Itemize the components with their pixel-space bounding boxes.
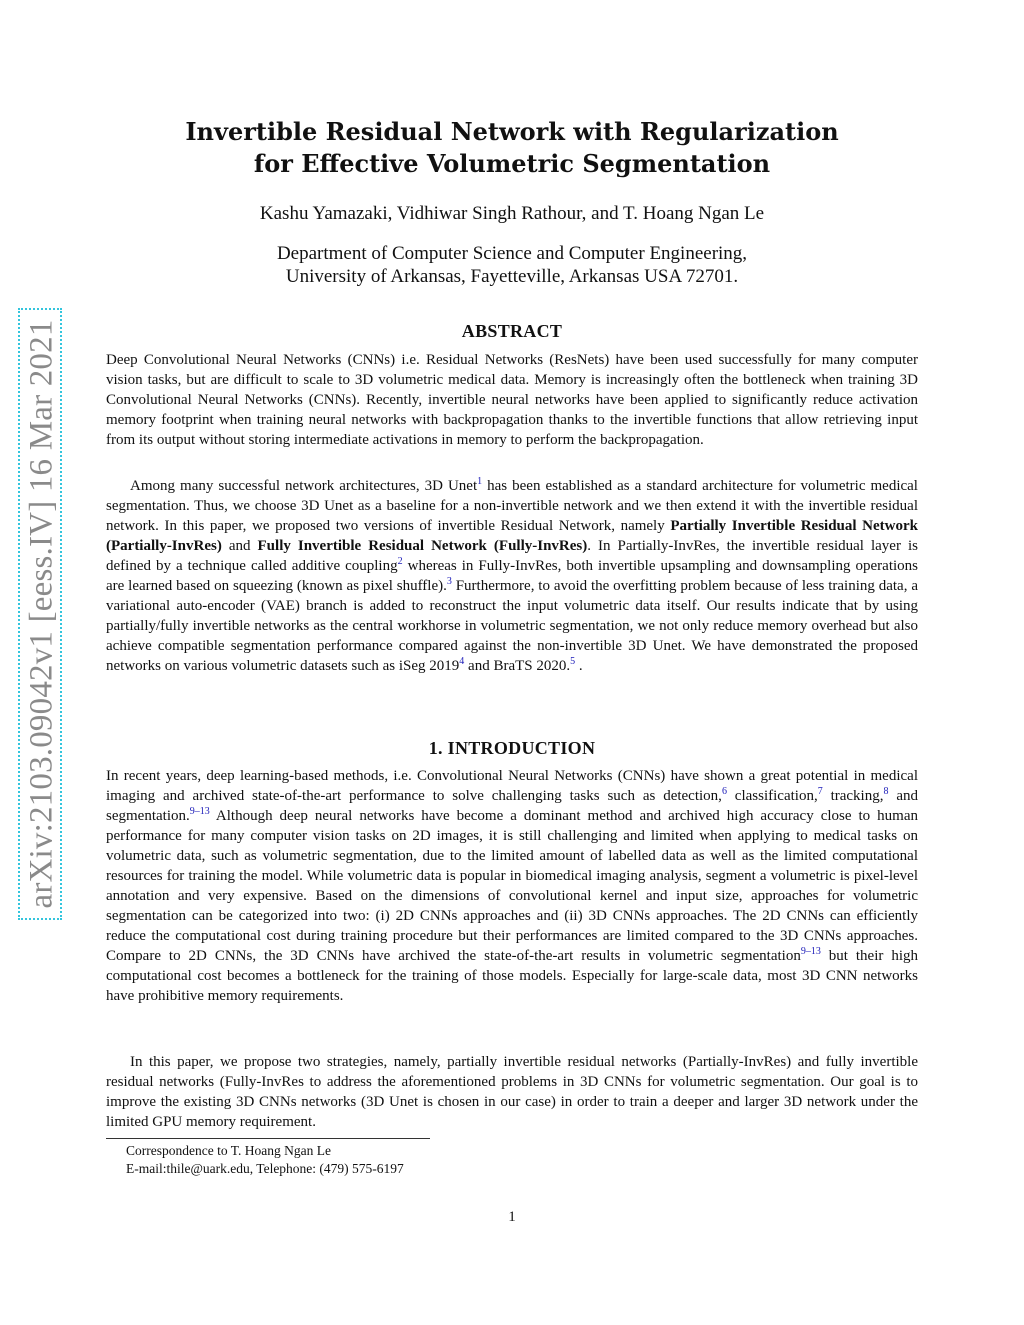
paper-title-line-2: for Effective Volumetric Segmentation <box>253 149 771 178</box>
abstract-paragraph-2: Among many successful network architectures, 3D Unet$^1$ has been established as a standard architecture for volumetric medical segmentation. Thus, we choose 3D Unet as a baseline for a non-invertible network and we then extend it with the invertible residual network. In this paper, we proposed two versions of invertible Residual Network, namely Partially Invertible Residual Network (Partially-InvRes) and Fully Invertible Residual Network (Fully-InvRes). In Partially-InvRes, the invertible residual layer is defined by a technique called additive coupling$^2$ whereas in Fully-InvRes, both invertible upsampling and downsampling operations are learned based on squeezing (known as pixel shuffle).$^3$ Furthermore, to avoid the overfitting problem because of less training data, a variational auto-encoder (VAE) branch is added to reconstruct the input volumetric data itself. Our results indicate that by using partially/fully invertible networks as the central workhorse in volumetric segmentation, we not only reduce memory overhead but also achieve compatible segmentation performance compared against the non-invertible 3D Unet. We have demonstrated the proposed networks on various volumetric datasets such as iSeg 2019$^4$ and BraTS 2020.$^5$ . <box>106 476 919 674</box>
citation-link[interactable]: 9–13 <box>800 946 821 957</box>
citation-link[interactable]: 5 <box>570 656 576 667</box>
citation-link[interactable]: 1 <box>477 476 483 487</box>
footnote-contact: E-mail:thile@uark.edu, Telephone: (479) 575-6197 <box>126 1161 404 1176</box>
abstract-paragraph-1: Deep Convolutional Neural Networks (CNNs) i.e. Residual Networks (ResNets) have been used successfully for many computer vision tasks, but are difficult to scale to 3D volumetric medical data. Memory is increasingly often the bottleneck when training 3D Convolutional Neural Networks (CNNs). Recently, invertible neural networks have been applied to significantly reduce activation memory footprint when training neural networks with backpropagation thanks to the invertible functions that allow retrieving input from its output without storing intermediate activations in memory to perform the backpropagation. <box>106 352 918 448</box>
citation-link[interactable]: 3 <box>446 576 452 587</box>
introduction-paragraph-1: In recent years, deep learning-based methods, i.e. Convolutional Neural Networks (CNNs) have shown a great potential in medical imaging and archived state-of-the-art performance to solve challenging tasks such as detection,$^6$ classification,$^7$ tracking,$^8$ and segmentation.$^{9-13}$ Although deep neural networks have become a dominant method and archived high accuracy close to human performance for many computer vision tasks on 2D images, it is still challenging and limited when applying to medical tasks on volumetric data, such as volumetric segmentation, due to the limited amount of labelled data as well as the limited computational resources for training the model. While volumetric data is popular in biomedical imaging analysis, segment a volumetric is pixel-level annotation and very expensive. Based on the dimensions of convolutional kernel and input size, approaches for volumetric segmentation can be categorized into two: (i) 2D CNNs approaches and (ii) 3D CNNs approaches. The 2D CNNs can efficiently reduce the computational cost during training procedure but their performances are limited compared to the 3D CNNs approaches. Compare to 2D CNNs, the 3D CNNs have archived the state-of-the-art results in volumetric segmentation$^{9-13}$ but their high computational cost becomes a bottleneck for the training of those models. Especially for large-scale data, most 3D CNN networks have prohibitive memory requirements. <box>106 768 918 1004</box>
citation-link[interactable]: 2 <box>397 556 403 567</box>
bold-term: Fully Invertible Residual Network (Fully-InvRes) <box>257 538 588 554</box>
citation-link[interactable]: 8 <box>883 786 889 797</box>
introduction-paragraph-2: In this paper, we propose two strategies, namely, partially invertible residual networks (Partially-InvRes) and fully invertible residual networks (Fully-InvRes to address the aforementioned problems in 3D CNNs for volumetric segmentation. Our goal is to improve the existing 3D CNNs networks (3D Unet is chosen in our case) in order to train a deeper and larger 3D network under the limited GPU memory requirement. <box>106 1054 918 1130</box>
affiliation-line-2: University of Arkansas, Fayetteville, Arkansas USA 72701. <box>285 266 739 287</box>
footnote-divider <box>106 1138 430 1139</box>
introduction-heading: 1. INTRODUCTION <box>428 738 596 758</box>
abstract-heading: ABSTRACT <box>461 321 563 341</box>
affiliation-line-1: Department of Computer Science and Computer Engineering, <box>276 243 748 264</box>
page-number: 1 <box>508 1209 516 1225</box>
citation-link[interactable]: 6 <box>721 786 727 797</box>
citation-link[interactable]: 4 <box>459 656 465 667</box>
arxiv-identifier[interactable]: arXiv:2103.09042v1 [eess.IV] 16 Mar 2021 <box>23 319 60 909</box>
authors: Kashu Yamazaki, Vidhiwar Singh Rathour, and T. Hoang Ngan Le <box>259 203 765 224</box>
paper-title-line-1: Invertible Residual Network with Regularization <box>185 117 839 146</box>
footnote-correspondence: Correspondence to T. Hoang Ngan Le <box>126 1143 331 1158</box>
bold-term: Partially Invertible Residual Network (Partially-InvRes) <box>106 518 918 554</box>
citation-link[interactable]: 9–13 <box>189 806 210 817</box>
citation-link[interactable]: 7 <box>817 786 823 797</box>
